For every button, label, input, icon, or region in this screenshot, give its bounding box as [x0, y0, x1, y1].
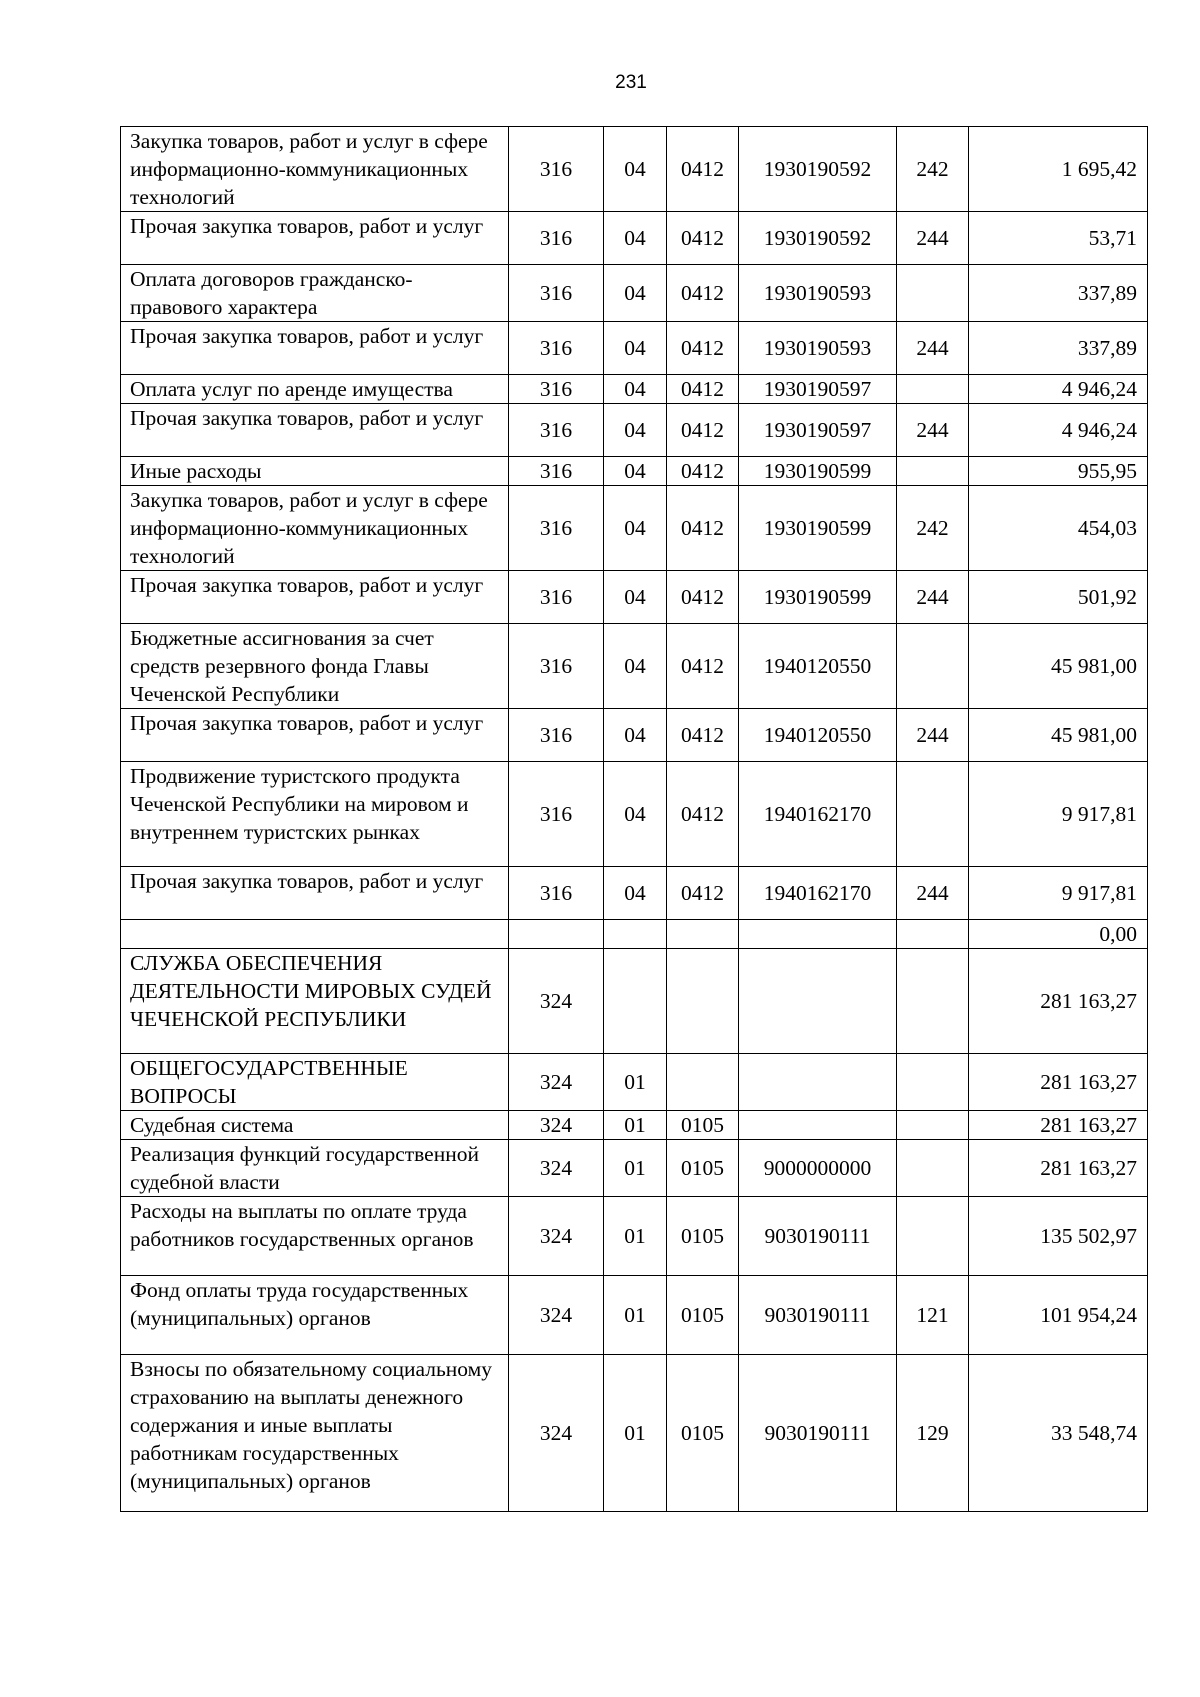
section-code-cell: 04 [604, 571, 667, 624]
table-row [121, 322, 1148, 375]
table-row [121, 1355, 1148, 1512]
target-article-cell: 1930190599 [739, 457, 897, 486]
expense-name-cell: Оплата услуг по аренде имущества [121, 375, 509, 404]
admin-code-cell: 316 [509, 322, 604, 375]
expense-name-cell: Закупка товаров, работ и услуг в сфере информационно-коммуникационных технологий [121, 486, 509, 571]
admin-code-cell: 316 [509, 375, 604, 404]
budget-table [120, 126, 1148, 1512]
amount-cell: 9 917,81 [969, 762, 1148, 867]
subsection-code-cell: 0412 [667, 322, 739, 375]
section-code-cell: 01 [604, 1355, 667, 1512]
expense-name-cell: Прочая закупка товаров, работ и услуг [121, 709, 509, 762]
table-row [121, 949, 1148, 1054]
amount-cell: 9 917,81 [969, 867, 1148, 920]
target-article-cell: 1940162170 [739, 762, 897, 867]
expense-type-cell [897, 762, 969, 867]
amount-cell: 337,89 [969, 265, 1148, 322]
expense-name-cell: Прочая закупка товаров, работ и услуг [121, 867, 509, 920]
expense-name-cell: Бюджетные ассигнования за счет средств резервного фонда Главы Чеченской Республики [121, 624, 509, 709]
expense-type-cell [897, 920, 969, 949]
expense-type-cell: 244 [897, 709, 969, 762]
admin-code-cell: 316 [509, 709, 604, 762]
subsection-code-cell: 0105 [667, 1197, 739, 1276]
subsection-code-cell [667, 920, 739, 949]
subsection-code-cell [667, 1054, 739, 1111]
expense-type-cell [897, 375, 969, 404]
table-row [121, 375, 1148, 404]
budget-table-body [121, 127, 1148, 1512]
table-row [121, 212, 1148, 265]
admin-code-cell: 316 [509, 486, 604, 571]
admin-code-cell: 316 [509, 571, 604, 624]
amount-cell: 0,00 [969, 920, 1148, 949]
subsection-code-cell: 0412 [667, 265, 739, 322]
expense-name-cell: Закупка товаров, работ и услуг в сфере информационно-коммуникационных технологий [121, 127, 509, 212]
subsection-code-cell: 0412 [667, 867, 739, 920]
table-row [121, 457, 1148, 486]
target-article-cell [739, 1111, 897, 1140]
admin-code-cell [509, 920, 604, 949]
target-article-cell: 1930190599 [739, 571, 897, 624]
amount-cell: 45 981,00 [969, 709, 1148, 762]
amount-cell: 45 981,00 [969, 624, 1148, 709]
target-article-cell: 9030190111 [739, 1276, 897, 1355]
subsection-code-cell: 0412 [667, 486, 739, 571]
admin-code-cell: 324 [509, 1197, 604, 1276]
amount-cell: 4 946,24 [969, 404, 1148, 457]
admin-code-cell: 324 [509, 1054, 604, 1111]
expense-name-cell: Продвижение туристского продукта Чеченской Республики на мировом и внутреннем туристских рынках [121, 762, 509, 867]
subsection-code-cell: 0105 [667, 1276, 739, 1355]
target-article-cell [739, 1054, 897, 1111]
expense-type-cell: 244 [897, 867, 969, 920]
admin-code-cell: 316 [509, 762, 604, 867]
expense-type-cell: 244 [897, 571, 969, 624]
section-code-cell: 04 [604, 709, 667, 762]
target-article-cell: 1930190593 [739, 265, 897, 322]
amount-cell: 281 163,27 [969, 1111, 1148, 1140]
expense-type-cell: 244 [897, 404, 969, 457]
expense-type-cell [897, 1197, 969, 1276]
admin-code-cell: 316 [509, 265, 604, 322]
section-code-cell: 04 [604, 265, 667, 322]
amount-cell: 4 946,24 [969, 375, 1148, 404]
amount-cell: 281 163,27 [969, 949, 1148, 1054]
expense-name-cell: ОБЩЕГОСУДАРСТВЕННЫЕ ВОПРОСЫ [121, 1054, 509, 1111]
expense-name-cell: Прочая закупка товаров, работ и услуг [121, 404, 509, 457]
section-code-cell [604, 920, 667, 949]
table-row [121, 404, 1148, 457]
amount-cell: 33 548,74 [969, 1355, 1148, 1512]
section-code-cell: 04 [604, 404, 667, 457]
subsection-code-cell: 0105 [667, 1111, 739, 1140]
expense-name-cell: Фонд оплаты труда государственных (муниципальных) органов [121, 1276, 509, 1355]
expense-type-cell: 129 [897, 1355, 969, 1512]
section-code-cell: 01 [604, 1276, 667, 1355]
table-row [121, 709, 1148, 762]
expense-type-cell: 244 [897, 212, 969, 265]
target-article-cell: 1940120550 [739, 624, 897, 709]
amount-cell: 101 954,24 [969, 1276, 1148, 1355]
expense-name-cell: Прочая закупка товаров, работ и услуг [121, 212, 509, 265]
section-code-cell: 01 [604, 1111, 667, 1140]
target-article-cell: 9000000000 [739, 1140, 897, 1197]
target-article-cell: 1930190597 [739, 375, 897, 404]
target-article-cell: 9030190111 [739, 1355, 897, 1512]
amount-cell: 955,95 [969, 457, 1148, 486]
section-code-cell: 01 [604, 1140, 667, 1197]
amount-cell: 53,71 [969, 212, 1148, 265]
admin-code-cell: 316 [509, 457, 604, 486]
target-article-cell: 1930190597 [739, 404, 897, 457]
target-article-cell: 1930190592 [739, 127, 897, 212]
table-row [121, 624, 1148, 709]
admin-code-cell: 316 [509, 212, 604, 265]
expense-name-cell: Реализация функций государственной судебной власти [121, 1140, 509, 1197]
table-row [121, 1197, 1148, 1276]
expense-type-cell [897, 265, 969, 322]
admin-code-cell: 324 [509, 949, 604, 1054]
subsection-code-cell: 0412 [667, 571, 739, 624]
target-article-cell: 1930190593 [739, 322, 897, 375]
expense-type-cell [897, 457, 969, 486]
expense-type-cell: 242 [897, 127, 969, 212]
table-row [121, 1054, 1148, 1111]
table-row [121, 1140, 1148, 1197]
section-code-cell: 04 [604, 212, 667, 265]
amount-cell: 281 163,27 [969, 1140, 1148, 1197]
expense-name-cell: Иные расходы [121, 457, 509, 486]
section-code-cell: 01 [604, 1197, 667, 1276]
expense-type-cell [897, 624, 969, 709]
section-code-cell: 04 [604, 322, 667, 375]
table-row [121, 265, 1148, 322]
target-article-cell [739, 920, 897, 949]
subsection-code-cell: 0412 [667, 762, 739, 867]
section-code-cell: 01 [604, 1054, 667, 1111]
expense-type-cell: 121 [897, 1276, 969, 1355]
expense-name-cell: Прочая закупка товаров, работ и услуг [121, 571, 509, 624]
table-row [121, 867, 1148, 920]
subsection-code-cell: 0105 [667, 1140, 739, 1197]
expense-type-cell [897, 1140, 969, 1197]
target-article-cell: 1940162170 [739, 867, 897, 920]
subsection-code-cell: 0412 [667, 404, 739, 457]
section-code-cell: 04 [604, 624, 667, 709]
subsection-code-cell [667, 949, 739, 1054]
admin-code-cell: 324 [509, 1355, 604, 1512]
table-row [121, 1276, 1148, 1355]
subsection-code-cell: 0412 [667, 127, 739, 212]
subsection-code-cell: 0412 [667, 375, 739, 404]
subsection-code-cell: 0105 [667, 1355, 739, 1512]
subsection-code-cell: 0412 [667, 624, 739, 709]
table-row [121, 486, 1148, 571]
expense-name-cell: Взносы по обязательному социальному страхованию на выплаты денежного содержания и иные выплаты работникам государственных (муниципальных) органов [121, 1355, 509, 1512]
amount-cell: 1 695,42 [969, 127, 1148, 212]
expense-name-cell: Расходы на выплаты по оплате труда работников государственных органов [121, 1197, 509, 1276]
target-article-cell: 1940120550 [739, 709, 897, 762]
target-article-cell [739, 949, 897, 1054]
admin-code-cell: 316 [509, 404, 604, 457]
table-row [121, 571, 1148, 624]
expense-name-cell [121, 920, 509, 949]
target-article-cell: 1930190599 [739, 486, 897, 571]
amount-cell: 454,03 [969, 486, 1148, 571]
section-code-cell: 04 [604, 762, 667, 867]
subsection-code-cell: 0412 [667, 709, 739, 762]
admin-code-cell: 316 [509, 867, 604, 920]
table-row [121, 920, 1148, 949]
expense-name-cell: СЛУЖБА ОБЕСПЕЧЕНИЯ ДЕЯТЕЛЬНОСТИ МИРОВЫХ СУДЕЙ ЧЕЧЕНСКОЙ РЕСПУБЛИКИ [121, 949, 509, 1054]
subsection-code-cell: 0412 [667, 457, 739, 486]
section-code-cell: 04 [604, 127, 667, 212]
amount-cell: 281 163,27 [969, 1054, 1148, 1111]
admin-code-cell: 324 [509, 1140, 604, 1197]
section-code-cell: 04 [604, 867, 667, 920]
section-code-cell: 04 [604, 375, 667, 404]
table-row [121, 1111, 1148, 1140]
amount-cell: 337,89 [969, 322, 1148, 375]
expense-name-cell: Прочая закупка товаров, работ и услуг [121, 322, 509, 375]
section-code-cell [604, 949, 667, 1054]
expense-type-cell [897, 1111, 969, 1140]
subsection-code-cell: 0412 [667, 212, 739, 265]
expense-type-cell [897, 1054, 969, 1111]
table-row [121, 762, 1148, 867]
table-row [121, 127, 1148, 212]
expense-type-cell [897, 949, 969, 1054]
expense-name-cell: Оплата договоров гражданско-правового характера [121, 265, 509, 322]
target-article-cell: 9030190111 [739, 1197, 897, 1276]
amount-cell: 501,92 [969, 571, 1148, 624]
amount-cell: 135 502,97 [969, 1197, 1148, 1276]
expense-type-cell: 244 [897, 322, 969, 375]
admin-code-cell: 324 [509, 1276, 604, 1355]
section-code-cell: 04 [604, 457, 667, 486]
target-article-cell: 1930190592 [739, 212, 897, 265]
admin-code-cell: 316 [509, 127, 604, 212]
admin-code-cell: 316 [509, 624, 604, 709]
admin-code-cell: 324 [509, 1111, 604, 1140]
page-number: 231 [615, 72, 647, 93]
section-code-cell: 04 [604, 486, 667, 571]
expense-type-cell: 242 [897, 486, 969, 571]
expense-name-cell: Судебная система [121, 1111, 509, 1140]
